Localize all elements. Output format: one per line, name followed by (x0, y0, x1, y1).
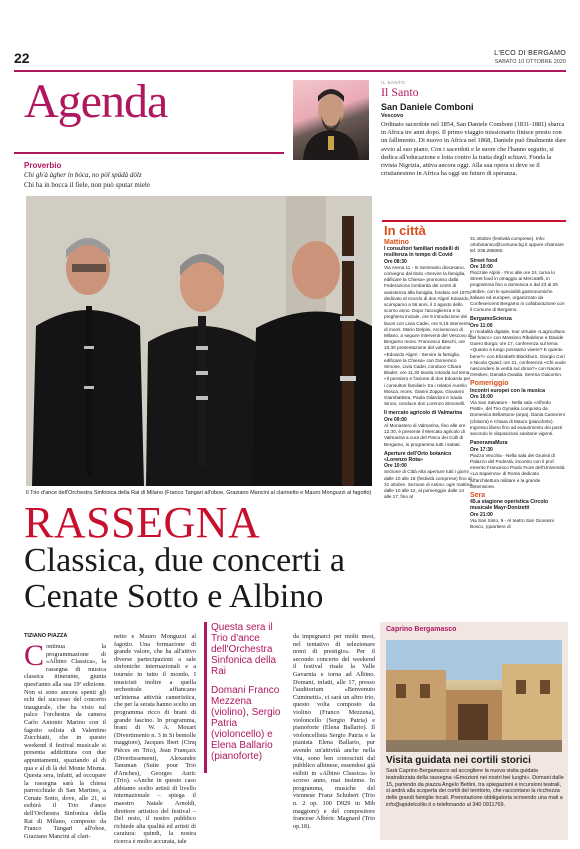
photo-caption: Il Trio d'ance dell'Orchestra Sinfonica della Rai di Milano (Franco Tangari all'oboe, Graziano Mancini al clarinetto e Mauro Monguzzi al fagotto) (26, 490, 372, 496)
citta-column-2 (470, 236, 566, 533)
article-column-3: da impegnarci per molti mesi, nel tentativo di selezionare nomi di prestigio». Per il secondo concerto del weekend il festival risale la Valle Gavarnia e torna ad Albino. Domani, infatti, alle 17, presso l'auditorium «Benvenuto Cuminetti», ci sarà un altro trio, questo volta composto da violino (Franco Mezzena), violoncello (Sergio Patria) e pianoforte (Elena Ballario). Il violoncellista Sergio Patria e la pianista Elena Ballario, pur avendo un'attività anche nella vita, sono ben conosciuti dal pubblico albinese, essendosi già esibiti in «Albino Classica» lo scorso anno, mai insieme. In programma, musiche del viennese Franz Schubert (Trio n. 2 op. 100 D929 in Mib maggiore) e del compositore francese Albéric Magnard (Trio op.18). (293, 633, 375, 830)
caprino-heading: Visita guidata nei cortili storici (386, 755, 531, 766)
listing-event-time: Ore 21:00 (470, 511, 493, 518)
listing-event-text: Piazza Vecchia - Nella sala dei Giuristi di Palazzo del Podestà, incontro con il prof. emerito Francesco Paolo Fiore dell'Università «La Sapienza» di Roma dedicato all'architettura militare e la grande dimensione. (470, 452, 565, 489)
section-title: Agenda (24, 75, 168, 128)
listing-event-text: In modalità digitale, tour virtuale «Lagricoltura del futuro» con Massimo Ribaldone e Davide Goero Borga; ore 17, conferenza sul tema «Quanto a lungo possiamo vivere? E quanto bene?» con Elizabeth Blackburn, Giorgio Cori e Nicola Quaid; ore 21, conferenza «Chi vuole nascondere la verità sul clima?» con Naomi Oreskes, Daniela Ovadia, Serena Giacomin. (470, 328, 566, 378)
listing-event-time: Ore 09:00 (384, 416, 407, 423)
listing-event-title: PanoramaMura (470, 440, 508, 447)
saint-section-title: Il Santo (381, 85, 419, 99)
newspaper-name: L'ECO DI BERGAMO (494, 50, 566, 57)
listing-event-time: Ore 10:00 (384, 463, 407, 470)
article-column-1-text: ontinua la programmazione di «Albino Classica», la rassegna di musica classica itinerante, giunta quest'anno alla sua 19ª edizione. Non si sono ancora spenti gli echi del successo del concerto inaugurale, che ha visto sul palco l'orchestra da camera Carlo Antonio Marino con il fagotto solista di Valentino Zucchiatti, che in questo weekend il festival musicale si presenta addirittura con due appuntamenti, spaziando al di qua e al di là del Monte Misma. Questa sera, infatti, ad occupare la rassegna sarà la chiesa parrocchiale di San Martino, a Cenate Sotto, dove, alle 21, si esibirà il Trio d'ance dell'Orchestra Sinfonica della Rai di Milano, composto da Franco Tangari all'oboe, Graziano Mancini al clari- (24, 643, 106, 840)
caprino-courtyard-photo (386, 640, 562, 752)
article-column-2: netto e Mauro Monguzzi al fagotto. Una formazione di grande valore, che ha all'attivo diverse partecipazioni a sale sinfoniche internazionali e a tournée in tutto il mondo. I musicisti inoltre a quella orchestrale affiancano un'intensa attività cameristica, che per la serata hanno scelto un programma ricco di brani di grande fascino. In programma, brani di W. A. Mozart (Divertimento n. 3 in Si bemolle maggiore), Jacques Ibert (Cinq Pièces en Trio), Jean Françaix (Divertissement), Alexandre Tansman (Suite pour Trio d'Anches), Georges Auric (Trio). «Anche in questo caso abbiamo scelto artisti di livello internazionale – spiega il maestro Natale Arnoldi, direttore artistico del festival – Del resto, il nostro pubblico richiede alta qualità ed artisti di caratura: quindi, la nostra ricerca è molto accurata, tale (114, 633, 196, 846)
pull-quote-1 (204, 622, 286, 677)
page-number: 22 (14, 50, 30, 66)
saint-role: Vescovo (381, 113, 404, 119)
pull-quote-bar (204, 622, 207, 686)
article-kicker: RASSEGNA (24, 498, 261, 547)
listing-event-title: I consultori familiari modelli di resilienza in tempo di Covid (384, 246, 459, 259)
saint-text: Ordinato sacerdote nel 1854, San Daniele Comboni (1831-1881) sbarca in Africa tre anni dopo. Il primo viaggio missionario finisce presto con un fallimento. Di nuovo in Africa nel 1868, Daniele può finalmente dare avvio al suo piano. Con i sacerdoti e le suore che l'hanno seguito, si dedica all'educazione e lotta contro la tratta degli schiavi. Fonda la rivista Nigrizia, attiva ancora oggi. Alla sua opera si deve se il cristianesimo in Africa ha oggi un futuro di speranza. (381, 121, 567, 178)
listing-event-text: Via Arena 11 - In Seminario diocesano, convegno dal titolo «Servire la famiglia, edificare la Chiesa» promosso dalla Federazione lombarda dei centri di assistenza alla famiglia, fondato nel 1975, dedicato al ricordo di don Algeri Edoardo, scomparso a 56 anni, il 2 agosto dello scorso anno. Dopo l'accoglienza e la preghiera iniziale, ore 9 introduzione dei lavori con Livia Cadei, ore 9,15 intervento di mons. Mario Delpini, Arcivescovo di Milano, a seguire interventi del Vescovo di Bergamo mons. Francesco Beschi, ore 10,30 presentazione del volume «Edoardo Algeri - Servire la famiglia, edificare la Chiesa» con Domenico Simone, Livia Cadei, conduce Chiara Biader, ore 11,30 tavola rotonda sul tema «Il pensiero e l'azione di don Edoardo per i consultori familiari» tra i relatori Aurelio Mosca, mons. Gianni Zoppa, Giovanni Giambattista, Paola Gilardoni e Saula Sironi, conduce don Lorenzo Simonelli. (384, 264, 472, 407)
listing-event-text: Via San Sisto, 9 - Al teatro San Giovanni Bosco, (quartiere di (470, 517, 555, 529)
listing-event-text: 31 ottobre (festività comprese). Info: ortobotanico@comune.bg.it oppure chiamare tel. 035.286060. (470, 236, 564, 254)
citta-column-1 (384, 238, 472, 503)
listing-time-heading: Mattino (384, 239, 409, 246)
article-headline: Classica, due concerti a Cenate Sotto e Albino (24, 542, 345, 615)
listing-event-title: Aperture dell'Orto botanico «Lorenzo Rota» (384, 450, 452, 463)
pull-quote-bar (204, 685, 207, 773)
listing-event-title: 45.a stagione operistica Circolo musicale Mayr-Donizetti (470, 499, 549, 512)
newspaper-date: SABATO 10 OTTOBRE 2020 (494, 59, 566, 65)
listing-time-heading: Pomeriggio (470, 380, 509, 388)
pull-quote-2 (204, 685, 286, 762)
listing-event-title: Incontri europei con la musica (470, 387, 545, 394)
listing-event-title: BergamoScienza (470, 316, 512, 323)
trio-photo (26, 196, 372, 486)
caprino-title: Caprino Bergamasco (386, 626, 457, 633)
listing-event-time: Ore 16:00 (470, 393, 493, 400)
courtyard-drawing (386, 640, 562, 752)
listing-event-text: Sezione di Città Alta aperture tutti i giorni dalle 10 alle 18 (festività comprese) fino al 31 ottobre. Sezione di Astino: ogni mattina dalle 10 alle 12, al pomeriggio dalle 14 alle 17, fino al (384, 469, 472, 500)
saint-portrait-drawing (293, 80, 369, 160)
pull-quote-2-text: Domani Franco Mezzena (violino), Sergio Patria (violoncello) e Elena Ballario (pianoforte) (211, 685, 281, 762)
proverb-title: Proverbio (24, 161, 62, 170)
listing-event-title: Street food (470, 257, 498, 264)
listing-event-text: Via San Salvatore - Nella sala «Alfredo Piatti», del Trio Gynaika composto da Domenica Bellantone (arpa), Dania Cantoreni (chitarra) e Chiara di Mauro (pianoforte). Ingresso libero fino ad esaurimento dei posti secondo le disposizioni sanitarie vigenti. (470, 400, 565, 437)
listing-event-time: Ore 11:00 (470, 322, 493, 329)
citta-rule (382, 220, 566, 222)
pull-quotes (204, 622, 286, 762)
listing-event-text: Al Monastero di Valmarina, fino alle ore 12.30, è presente il Mercato agricolo di Valmarina a cura del Parco dei Colli di Bergamo, in programma tutti i sabati. (384, 422, 466, 447)
listing-event-text: Piazzale Alpini - Fino alle ore 24, torna lo Street food in omaggio ai Mercatelli, in programma fino a domenica e dal 23 al 25 ottobre, con le specialità gastronomiche italiane ed europee, organizzato da Confesercenti Bergamo in collaborazione con il Comune di Bergamo. (470, 270, 565, 313)
trio-photo-drawing (26, 196, 372, 486)
saint-kicker: IL SANTO (381, 80, 406, 85)
listing-event-time: Ore 10:00 (470, 263, 493, 270)
listing-event-time: Ore 17:30 (470, 446, 493, 453)
citta-title: In città (384, 223, 426, 238)
article-column-1 (24, 639, 106, 840)
caprino-text: Sarà Caprino Bergamasco ad accogliere la nuova visita guidata teatralizzata della rassegna «Emozioni nei nostri bei luoghi». Domani dalle 15, partendo da piazza Angelo Bettini, tra spiegazioni e incursioni teatrali, si andrà alla scoperta dei cortili del territorio, che raccontano la ricchezza delle grandi famiglie locali. Prenotazione obbligatoria scrivendo una mail a info@apidelcollio.it o telefonando al 340 0911769. (386, 768, 564, 808)
section-rule (14, 152, 284, 154)
saint-name: San Daniele Comboni (381, 102, 474, 112)
proverb-dialect: Chi gh'à àgher in bóca, no pöl spüdà dólz (24, 171, 142, 179)
listing-event-time: Ore 08:30 (384, 258, 407, 265)
listing-event-title: Il mercato agricolo di Valmarina (384, 410, 463, 417)
drop-cap: C (24, 639, 45, 672)
proverb-italian: Chi ha in bocca il fiele, non può sputar miele (24, 181, 150, 189)
listing-time-heading: Sera (470, 491, 486, 499)
pull-quote-1-text: Questa sera il Trio d'ance dell'Orchestra Sinfonica della Rai (211, 622, 277, 677)
saint-portrait-image (293, 80, 369, 160)
article-byline: TIZIANO PIAZZA (24, 633, 68, 639)
header-rule (14, 70, 566, 72)
